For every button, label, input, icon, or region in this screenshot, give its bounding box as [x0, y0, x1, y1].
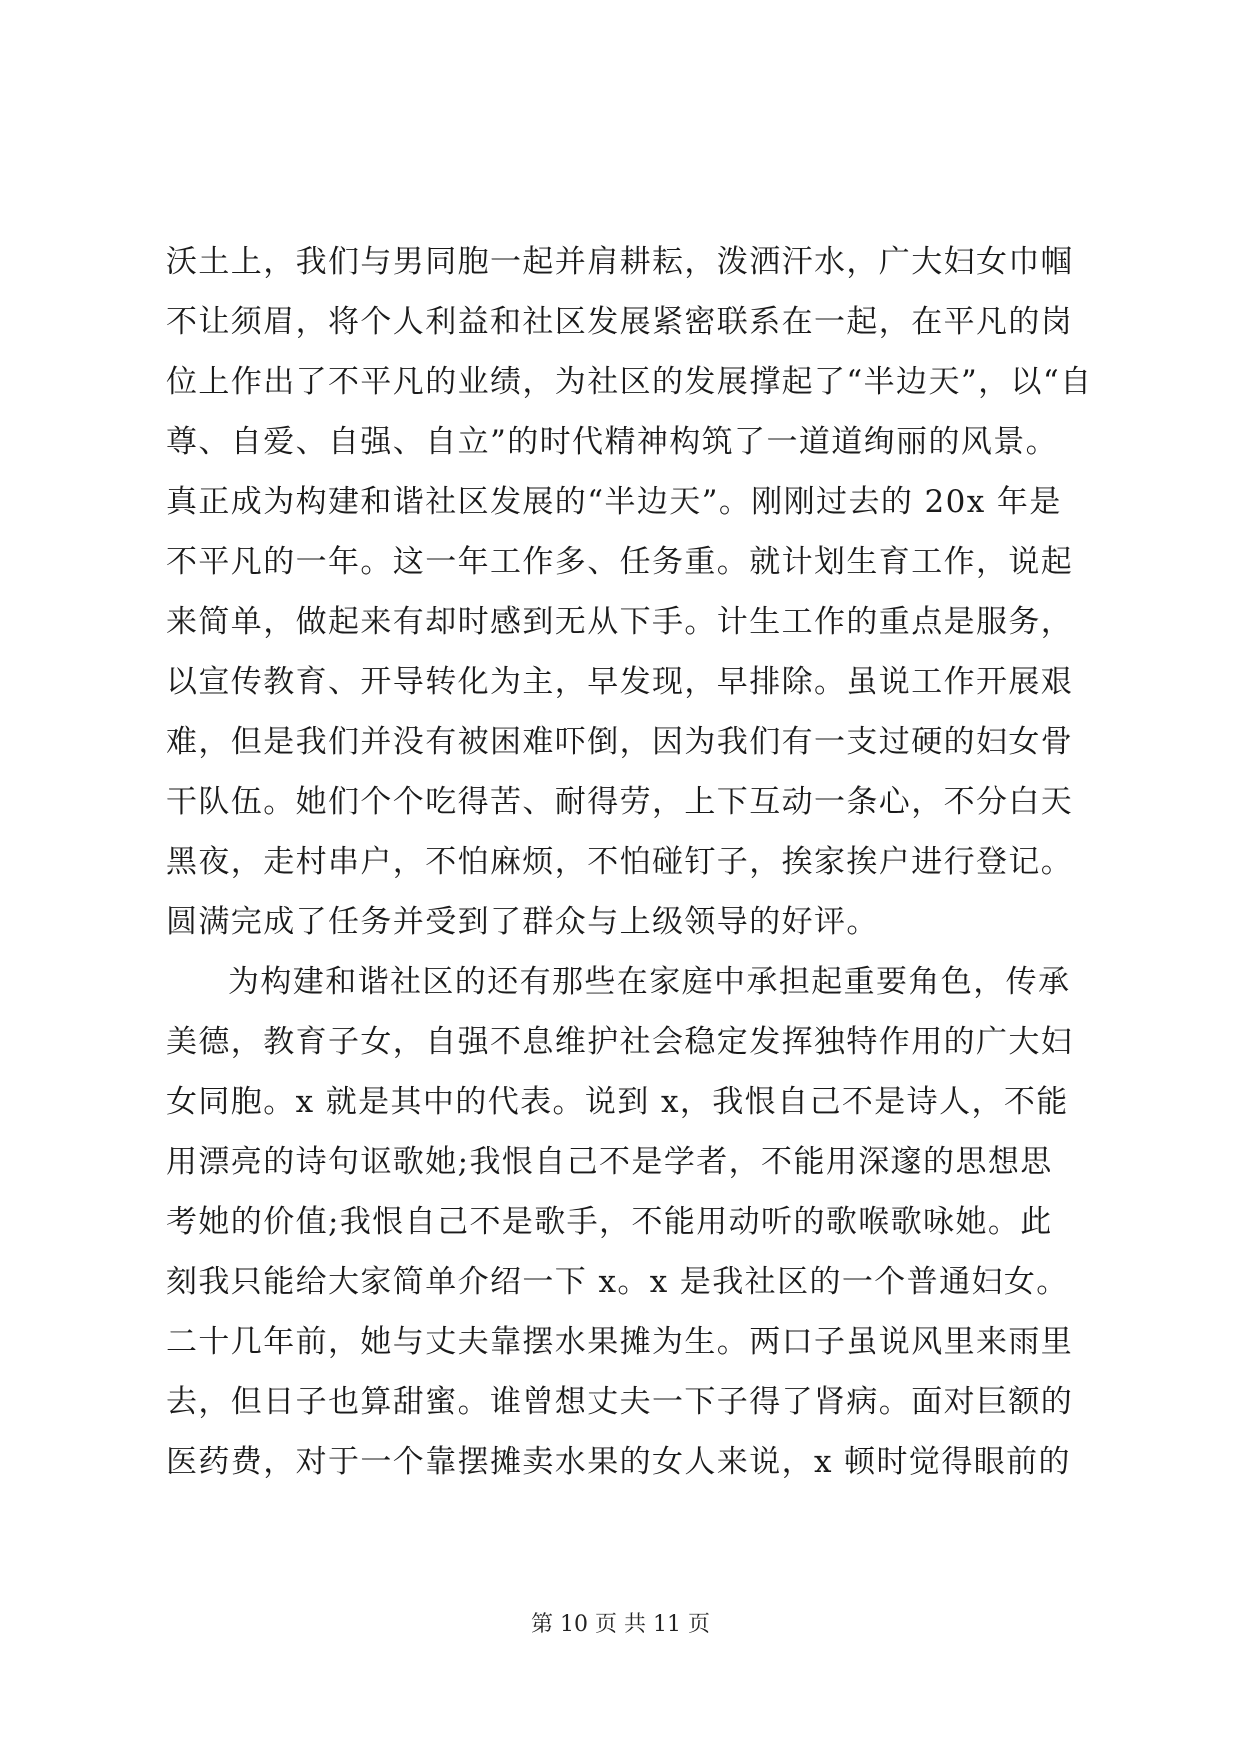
- text-line: 考她的价值;我恨自己不是歌手，不能用动听的歌喉歌咏她。此: [166, 1204, 1053, 1240]
- text-line: 去，但日子也算甜蜜。谁曾想丈夫一下子得了肾病。面对巨额的: [166, 1384, 1074, 1420]
- text-line: 医药费，对于一个靠摆摊卖水果的女人来说，x 顿时觉得眼前的: [166, 1444, 1071, 1480]
- text-line: 沃土上，我们与男同胞一起并肩耕耘，泼洒汗水，广大妇女巾帼: [166, 244, 1074, 280]
- text-line: 以宣传教育、开导转化为主，早发现，早排除。虽说工作开展艰: [166, 664, 1074, 700]
- text-line: 圆满完成了任务并受到了群众与上级领导的好评。: [166, 904, 879, 940]
- text-line: 尊、自爱、自强、自立”的时代精神构筑了一道道绚丽的风景。: [166, 424, 1059, 460]
- text-line: 不平凡的一年。这一年工作多、任务重。就计划生育工作，说起: [166, 544, 1074, 580]
- text-line: 干队伍。她们个个吃得苦、耐得劳，上下互动一条心，不分白天: [166, 784, 1074, 820]
- text-line: 黑夜，走村串户，不怕麻烦，不怕碰钉子，挨家挨户进行登记。: [166, 844, 1074, 880]
- text-line: 为构建和谐社区的还有那些在家庭中承担起重要角色，传承: [228, 964, 1071, 1000]
- text-line: 刻我只能给大家简单介绍一下 x。x 是我社区的一个普通妇女。: [166, 1264, 1069, 1300]
- text-line: 女同胞。x 就是其中的代表。说到 x，我恨自己不是诗人，不能: [166, 1084, 1069, 1120]
- page-footer: 第 10 页 共 11 页: [531, 1612, 710, 1637]
- text-line: 用漂亮的诗句讴歌她;我恨自己不是学者，不能用深邃的思想思: [166, 1144, 1053, 1180]
- body-text: [166, 232, 1093, 1492]
- text-line: 真正成为构建和谐社区发展的“半边天”。刚刚过去的 20x 年是: [166, 484, 1062, 520]
- text-line: 美德，教育子女，自强不息维护社会稳定发挥独特作用的广大妇: [166, 1024, 1074, 1060]
- text-line: 二十几年前，她与丈夫靠摆水果摊为生。两口子虽说风里来雨里: [166, 1324, 1074, 1360]
- text-line: 位上作出了不平凡的业绩，为社区的发展撑起了“半边天”，以“自: [166, 364, 1093, 400]
- text-line: 不让须眉，将个人利益和社区发展紧密联系在一起，在平凡的岗: [166, 304, 1074, 340]
- text-line: 难，但是我们并没有被困难吓倒，因为我们有一支过硬的妇女骨: [166, 724, 1074, 760]
- text-line: 来简单，做起来有却时感到无从下手。计生工作的重点是服务，: [166, 604, 1074, 640]
